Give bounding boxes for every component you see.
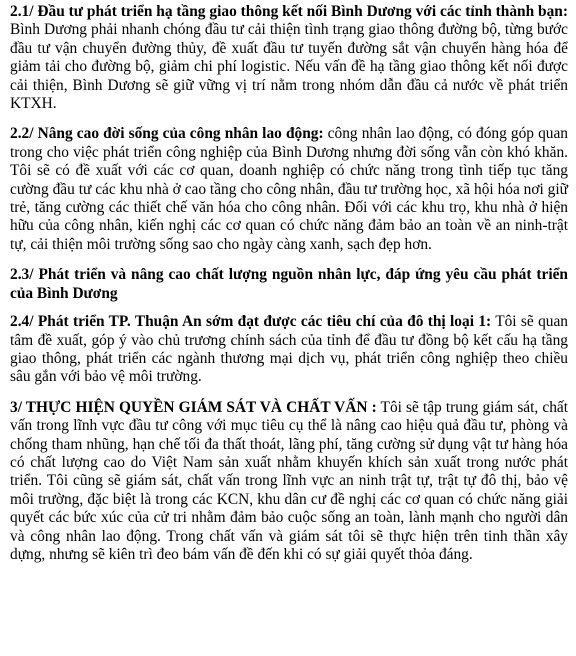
section-2-4 bbox=[10, 313, 568, 387]
section-body: công nhân lao động, có đóng góp quan trong cho việc phát triển công nghiệp của Bình Dương nhưng đời sống vẫn còn khó khăn. Tôi sẽ có đề xuất với các cơ quan, doanh nghiệp có chức năng trong tình tiếp tục tăng cường đầu tư các khu nhà ở cao tầng cho công nhân, đầu tư trường học, xã hội hóa nơi giữ trẻ, tăng cường các thiết chế văn hóa cho công nhân. Đối với các khu trọ, khu nhà ở hiện hữu của công nhân, kiến nghị các cơ quan có chức năng đảm bảo an toàn về an ninh-trật tự, cải thiện môi trường sống sao cho ngày càng xanh, sạch đẹp hơn. bbox=[10, 125, 568, 253]
section-body: Tôi sẽ quan tâm đề xuất, góp ý vào chủ trương chính sách của tỉnh để đầu tư đồng bộ kết cấu hạ tầng giao thông, phát triển các ngành thương mại dịch vụ, phát triển công nghiệp theo chiều sâu gắn với bảo vệ môi trường. bbox=[10, 313, 568, 386]
section-2-3 bbox=[10, 266, 568, 303]
section-heading: 2.3/ Phát triển và nâng cao chất lượng nguồn nhân lực, đáp ứng yêu cầu phát triển của Bình Dương bbox=[10, 266, 568, 302]
section-heading: 2.1/ Đầu tư phát triển hạ tầng giao thông kết nối Bình Dương với các tỉnh thành bạn: bbox=[10, 3, 568, 20]
section-2-2 bbox=[10, 125, 568, 254]
section-heading: 3/ THỰC HIỆN QUYỀN GIÁM SÁT VÀ CHẤT VẤN : bbox=[10, 398, 377, 416]
section-3 bbox=[10, 399, 568, 565]
section-2-1 bbox=[10, 3, 568, 113]
section-body: Tôi sẽ tập trung giám sát, chất vấn trong lĩnh vực đầu tư công với mục tiêu cụ thể là nâng cao hiệu quả đầu tư, phòng và chống tham nhũng, hạn chế tối đa thất thoát, lãng phí, tăng cường sử dụng vật tư hàng hóa có chất lượng cao do Việt Nam sản xuất nhằm khuyến khích sản xuất trong nước phát triển. Tôi cũng sẽ giám sát, chất vấn trong lĩnh vực an ninh trật tự, trật tự đô thị, bảo vệ môi trường, đặc biệt là trong các KCN, khu dân cư đề nghị các cơ quan có chức năng giải quyết các bức xúc của cử tri nhằm đảm bảo cuộc sống an toàn, lành mạnh cho người dân và công nhân lao động. Trong chất vấn và giám sát tôi sẽ thực hiện trên tinh thần xây dựng, nhưng sẽ kiên trì đeo bám vấn đề đến khi có sự giải quyết thỏa đáng. bbox=[10, 398, 569, 563]
section-heading: 2.2/ Nâng cao đời sống của công nhân lao động: bbox=[10, 125, 324, 143]
section-heading: 2.4/ Phát triển TP. Thuận An sớm đạt được các tiêu chí của đô thị loại 1: bbox=[10, 313, 492, 331]
section-body: Bình Dương phải nhanh chóng đầu tư cải thiện tình trạng giao thông đường bộ, từng bước đầu tư vận chuyển đường thủy, đề xuất đầu tư tuyến đường sắt vận chuyển hàng hóa để giảm tải cho đường bộ, giảm chi phí logistic. Nếu vấn đề hạ tầng giao thông kết nối được cải thiện, Bình Dương sẽ giữ vững vị trí nằm trong nhóm dẫn đầu cả nước về phát triển KTXH. bbox=[10, 21, 568, 113]
